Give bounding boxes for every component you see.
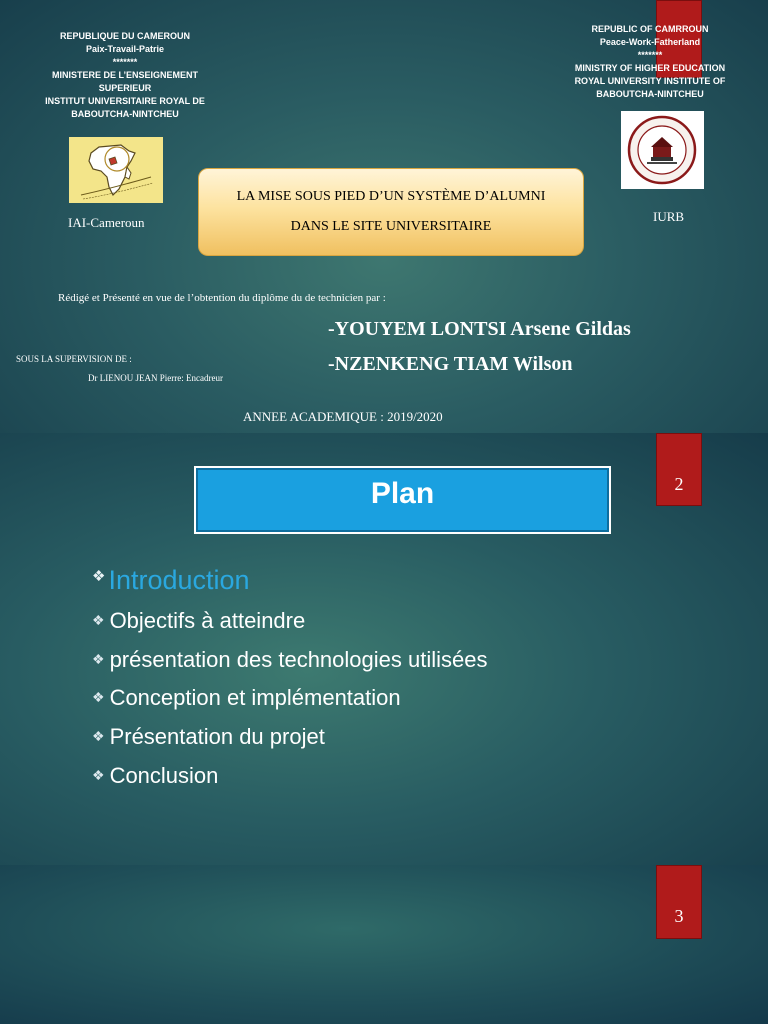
plan-item-label: Présentation du projet [109,724,325,750]
english-header [560,23,740,101]
header-line: MINISTRY OF HIGHER EDUCATION [574,63,726,73]
diamond-bullet-icon: ❖ [92,728,105,745]
plan-item-label: Conclusion [109,762,219,788]
page-number-tab [656,433,702,506]
left-logo-caption: IAI-Cameroun [68,215,145,230]
plan-item-label: présentation des technologies utilisées [109,646,488,672]
africa-map-icon [69,137,163,203]
plan-item-conception [92,685,487,724]
author-1: -YOUYEM LONTSI Arsene Gildas [328,318,631,340]
header-line: MINISTERE DE L’ENSEIGNEMENT [51,70,199,80]
title-box [198,168,584,256]
french-header [30,30,220,121]
seal-icon [621,111,704,189]
plan-item-label: Introduction [108,565,250,595]
plan-item-technologies [92,647,487,686]
header-line: ROYAL UNIVERSITY INSTITUTE OF [574,76,726,86]
header-line: SUPERIEUR [98,83,152,93]
title-slide [0,0,768,433]
iai-cameroun-logo [69,137,163,203]
header-line: BABOUTCHA-NINTCHEU [596,89,704,99]
plan-item-label: Objectifs à atteindre [109,608,306,633]
header-line: REPUBLIQUE DU CAMEROUN [59,31,190,41]
plan-item-introduction [92,565,487,608]
plan-item-label: Conception et implémentation [109,685,401,711]
plan-item-presentation [92,724,487,763]
diamond-bullet-icon: ❖ [92,568,106,585]
right-logo-caption: IURB [653,209,685,224]
header-line: ******* [637,50,663,60]
iurb-seal-logo [621,111,704,189]
page-number: 3 [674,906,684,926]
plan-slide [0,433,768,865]
plan-item-objectifs [92,608,487,647]
subtitle: Rédigé et Présenté en vue de l’obtention du diplôme du de technicien par : [58,292,386,304]
plan-heading: Plan [194,466,611,534]
header-line: INSTITUT UNIVERSITAIRE ROYAL DE [45,96,205,106]
diamond-bullet-icon: ❖ [92,689,105,706]
author-2: -NZENKENG TIAM Wilson [328,353,573,375]
supervision-label: SOUS LA SUPERVISION DE : [16,354,132,364]
header-line: Peace-Work-Fatherland [599,37,701,47]
title-line: LA MISE SOUS PIED D’UN SYSTÈME D’ALUMNI [236,189,546,204]
plan-item-conclusion [92,763,487,802]
title-line: DANS LE SITE UNIVERSITAIRE [290,219,492,234]
academic-year: ANNEE ACADEMIQUE : 2019/2020 [243,409,443,424]
supervisor: Dr LIENOU JEAN Pierre: Encadreur [88,373,223,383]
diamond-bullet-icon: ❖ [92,766,105,783]
page-number-tab [656,865,702,939]
header-line: BABOUTCHA-NINTCHEU [71,109,179,119]
header-line: REPUBLIC OF CAMRROUN [591,24,709,34]
diamond-bullet-icon: ❖ [92,612,105,628]
page-number: 2 [674,474,684,494]
plan-list [92,565,487,801]
diamond-bullet-icon: ❖ [92,650,105,667]
header-line: ******* [112,57,138,67]
slide-3 [0,865,768,1024]
header-line: Paix-Travail-Patrie [85,44,165,54]
